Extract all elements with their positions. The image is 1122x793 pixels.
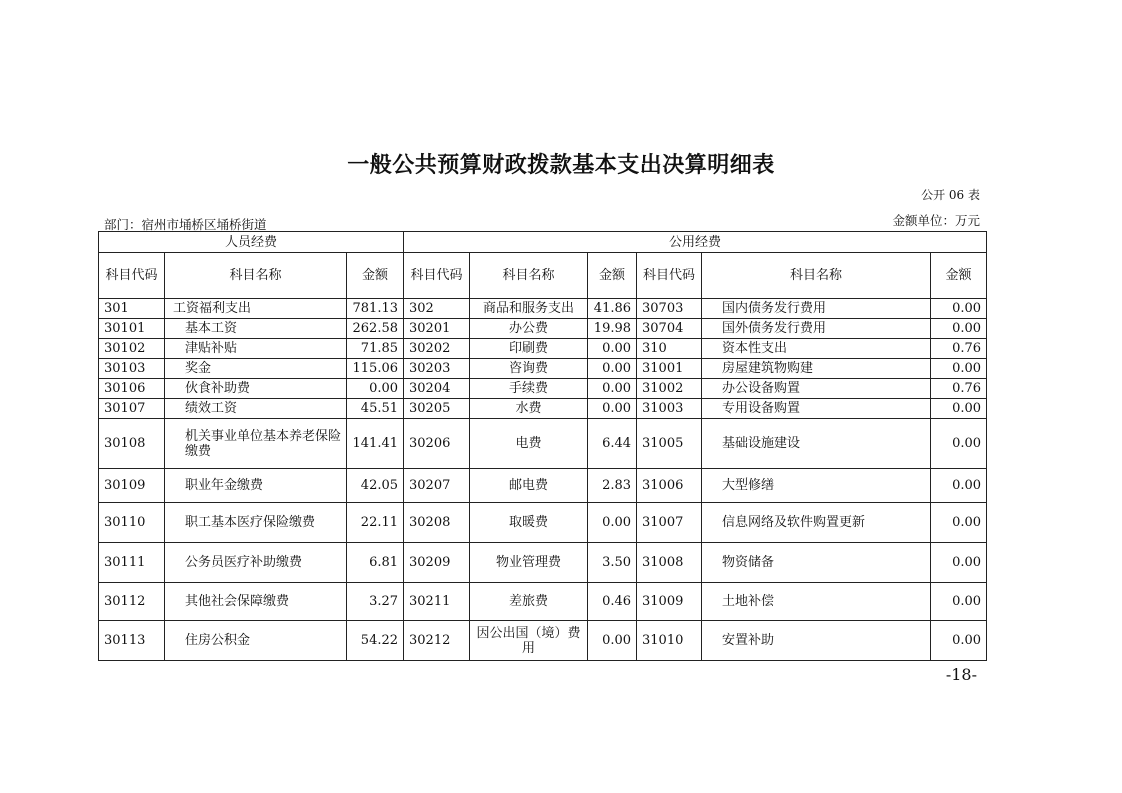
amount-cell: 0.00 xyxy=(931,359,987,379)
name-cell: 商品和服务支出 xyxy=(470,299,588,319)
amount-cell: 6.81 xyxy=(347,543,404,583)
department-label: 部门：宿州市埇桥区埇桥街道 xyxy=(104,217,267,232)
col-header-amount: 金额 xyxy=(347,253,404,299)
table-row xyxy=(99,319,987,339)
amount-cell: 0.00 xyxy=(588,339,637,359)
expenditure-table xyxy=(98,231,987,661)
name-cell: 办公费 xyxy=(470,319,588,339)
name-cell: 专用设备购置 xyxy=(702,399,931,419)
amount-cell: 0.76 xyxy=(931,339,987,359)
amount-cell: 0.00 xyxy=(931,399,987,419)
code-cell: 30208 xyxy=(404,503,470,543)
name-cell: 公务员医疗补助缴费 xyxy=(165,543,347,583)
amount-cell: 0.76 xyxy=(931,379,987,399)
table-row xyxy=(99,359,987,379)
code-cell: 30202 xyxy=(404,339,470,359)
name-cell: 房屋建筑物购建 xyxy=(702,359,931,379)
code-cell: 30211 xyxy=(404,583,470,621)
amount-cell: 0.00 xyxy=(931,621,987,661)
name-cell: 国外债务发行费用 xyxy=(702,319,931,339)
name-cell: 职业年金缴费 xyxy=(165,469,347,503)
name-cell: 伙食补助费 xyxy=(165,379,347,399)
page-number: -18- xyxy=(945,665,977,684)
name-cell: 物业管理费 xyxy=(470,543,588,583)
code-cell: 30102 xyxy=(99,339,165,359)
amount-cell: 0.00 xyxy=(588,503,637,543)
amount-cell: 0.00 xyxy=(588,379,637,399)
col-header-name: 科目名称 xyxy=(470,253,588,299)
code-cell: 30212 xyxy=(404,621,470,661)
name-cell: 土地补偿 xyxy=(702,583,931,621)
name-cell: 信息网络及软件购置更新 xyxy=(702,503,931,543)
code-cell: 30112 xyxy=(99,583,165,621)
amount-cell: 0.00 xyxy=(931,469,987,503)
code-cell: 30111 xyxy=(99,543,165,583)
name-cell: 基础设施建设 xyxy=(702,419,931,469)
col-header-name: 科目名称 xyxy=(702,253,931,299)
name-cell: 资本性支出 xyxy=(702,339,931,359)
name-cell: 津贴补贴 xyxy=(165,339,347,359)
column-header-row xyxy=(99,253,987,299)
table-row xyxy=(99,469,987,503)
amount-cell: 0.00 xyxy=(588,621,637,661)
name-cell: 邮电费 xyxy=(470,469,588,503)
amount-cell: 781.13 xyxy=(347,299,404,319)
amount-cell: 0.00 xyxy=(931,299,987,319)
table-row xyxy=(99,621,987,661)
amount-cell: 0.00 xyxy=(588,359,637,379)
col-header-code: 科目代码 xyxy=(637,253,702,299)
name-cell: 基本工资 xyxy=(165,319,347,339)
code-cell: 31003 xyxy=(637,399,702,419)
amount-cell: 54.22 xyxy=(347,621,404,661)
code-cell: 31008 xyxy=(637,543,702,583)
amount-cell: 0.00 xyxy=(931,583,987,621)
code-cell: 31009 xyxy=(637,583,702,621)
code-cell: 30704 xyxy=(637,319,702,339)
amount-cell: 6.44 xyxy=(588,419,637,469)
amount-cell: 71.85 xyxy=(347,339,404,359)
code-cell: 30203 xyxy=(404,359,470,379)
code-cell: 30113 xyxy=(99,621,165,661)
name-cell: 因公出国（境）费用 xyxy=(470,621,588,661)
name-cell: 其他社会保障缴费 xyxy=(165,583,347,621)
amount-cell: 115.06 xyxy=(347,359,404,379)
amount-unit-label: 金额单位：万元 xyxy=(892,213,980,228)
col-header-name: 科目名称 xyxy=(165,253,347,299)
code-cell: 31005 xyxy=(637,419,702,469)
name-cell: 差旅费 xyxy=(470,583,588,621)
code-cell: 30703 xyxy=(637,299,702,319)
code-cell: 31010 xyxy=(637,621,702,661)
name-cell: 职工基本医疗保险缴费 xyxy=(165,503,347,543)
name-cell: 国内债务发行费用 xyxy=(702,299,931,319)
code-cell: 31007 xyxy=(637,503,702,543)
amount-cell: 0.00 xyxy=(931,503,987,543)
amount-cell: 0.00 xyxy=(588,399,637,419)
name-cell: 手续费 xyxy=(470,379,588,399)
group-header-row xyxy=(99,232,987,253)
col-header-code: 科目代码 xyxy=(404,253,470,299)
amount-cell: 0.00 xyxy=(931,319,987,339)
code-cell: 31006 xyxy=(637,469,702,503)
amount-cell: 262.58 xyxy=(347,319,404,339)
code-cell: 30209 xyxy=(404,543,470,583)
amount-cell: 41.86 xyxy=(588,299,637,319)
name-cell: 机关事业单位基本养老保险缴费 xyxy=(165,419,347,469)
col-header-amount: 金额 xyxy=(588,253,637,299)
name-cell: 绩效工资 xyxy=(165,399,347,419)
group-header-personnel: 人员经费 xyxy=(99,232,404,253)
code-cell: 30109 xyxy=(99,469,165,503)
code-cell: 30204 xyxy=(404,379,470,399)
amount-cell: 42.05 xyxy=(347,469,404,503)
amount-cell: 19.98 xyxy=(588,319,637,339)
name-cell: 办公设备购置 xyxy=(702,379,931,399)
name-cell: 工资福利支出 xyxy=(165,299,347,319)
code-cell: 30201 xyxy=(404,319,470,339)
amount-cell: 22.11 xyxy=(347,503,404,543)
code-cell: 302 xyxy=(404,299,470,319)
code-cell: 301 xyxy=(99,299,165,319)
code-cell: 30106 xyxy=(99,379,165,399)
code-cell: 30110 xyxy=(99,503,165,543)
page-title: 一般公共预算财政拨款基本支出决算明细表 xyxy=(347,153,775,178)
form-number: 公开 06 表 xyxy=(921,188,980,202)
code-cell: 31001 xyxy=(637,359,702,379)
table-row xyxy=(99,583,987,621)
code-cell: 30205 xyxy=(404,399,470,419)
table-row xyxy=(99,503,987,543)
code-cell: 30103 xyxy=(99,359,165,379)
amount-cell: 2.83 xyxy=(588,469,637,503)
amount-cell: 0.46 xyxy=(588,583,637,621)
code-cell: 30108 xyxy=(99,419,165,469)
name-cell: 印刷费 xyxy=(470,339,588,359)
col-header-code: 科目代码 xyxy=(99,253,165,299)
amount-cell: 3.50 xyxy=(588,543,637,583)
code-cell: 31002 xyxy=(637,379,702,399)
table-row xyxy=(99,379,987,399)
amount-cell: 0.00 xyxy=(931,419,987,469)
code-cell: 30207 xyxy=(404,469,470,503)
name-cell: 大型修缮 xyxy=(702,469,931,503)
group-header-public: 公用经费 xyxy=(404,232,987,253)
table-row xyxy=(99,339,987,359)
name-cell: 咨询费 xyxy=(470,359,588,379)
name-cell: 物资储备 xyxy=(702,543,931,583)
col-header-amount: 金额 xyxy=(931,253,987,299)
code-cell: 30101 xyxy=(99,319,165,339)
amount-cell: 141.41 xyxy=(347,419,404,469)
table-row xyxy=(99,419,987,469)
name-cell: 安置补助 xyxy=(702,621,931,661)
code-cell: 30206 xyxy=(404,419,470,469)
amount-cell: 3.27 xyxy=(347,583,404,621)
amount-cell: 45.51 xyxy=(347,399,404,419)
table-row xyxy=(99,543,987,583)
name-cell: 电费 xyxy=(470,419,588,469)
name-cell: 住房公积金 xyxy=(165,621,347,661)
name-cell: 取暖费 xyxy=(470,503,588,543)
name-cell: 水费 xyxy=(470,399,588,419)
code-cell: 30107 xyxy=(99,399,165,419)
code-cell: 310 xyxy=(637,339,702,359)
amount-cell: 0.00 xyxy=(347,379,404,399)
table-row xyxy=(99,299,987,319)
name-cell: 奖金 xyxy=(165,359,347,379)
amount-cell: 0.00 xyxy=(931,543,987,583)
table-row xyxy=(99,399,987,419)
